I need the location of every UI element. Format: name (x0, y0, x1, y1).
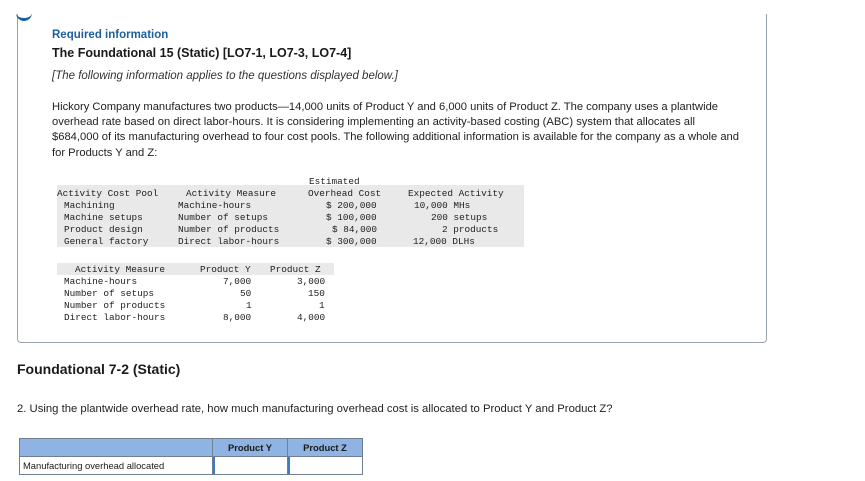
answer-table (19, 438, 363, 475)
table-row-measure: Number of setups (178, 212, 269, 223)
product-z-overhead-input[interactable] (288, 457, 362, 474)
pool-header: Activity Cost Pool (57, 188, 159, 199)
section-title: Foundational 7-2 (Static) (17, 361, 181, 377)
table-row-y: 8,000 (223, 312, 252, 323)
table-row-overhead: $ 84,000 (332, 224, 378, 235)
table-row-measure: Number of products (178, 224, 280, 235)
product-z-header: Product Z (270, 264, 321, 275)
table-row-z: 1 (319, 300, 325, 311)
table-row-measure: Direct labor-hours (64, 312, 166, 323)
answer-table-row (20, 457, 363, 475)
table-row-measure: Machine-hours (178, 200, 252, 211)
product-y-overhead-input[interactable] (213, 457, 287, 474)
table-row-pool: General factory (64, 236, 149, 247)
table-row-pool: Machine setups (64, 212, 143, 223)
answer-row-label: Manufacturing overhead allocated (20, 457, 213, 475)
table-row-z: 4,000 (297, 312, 326, 323)
card-corner-accent (16, 10, 32, 21)
table-row-overhead: $ 100,000 (326, 212, 377, 223)
overhead-header-line2: Overhead Cost (308, 188, 382, 199)
table-row-expected: 2 products (442, 224, 499, 235)
activity-measure-header: Activity Measure (75, 264, 166, 275)
table-row-y: 1 (246, 300, 252, 311)
table-row-y: 7,000 (223, 276, 252, 287)
table-row-z: 3,000 (297, 276, 326, 287)
problem-description: Hickory Company manufactures two products—14,000 units of Product Y and 6,000 units of Product Z. The company uses a plantwide overhead rate based on direct labor-hours. It is considering implementing an activity-based costing (ABC) system that allocates all $684,000 of its manufacturing overhead to four cost pools. The following additional information is available for the company as a whole and for Products Y and Z: (52, 101, 739, 159)
measure-header: Activity Measure (186, 188, 277, 199)
overhead-header-line1: Estimated (309, 176, 360, 187)
table-row-expected: 200 setups (431, 212, 488, 223)
table-row-expected: 10,000 MHs (414, 200, 471, 211)
table-row-measure: Machine-hours (64, 276, 138, 287)
table-row-pool: Product design (64, 224, 143, 235)
problem-title: The Foundational 15 (Static) [LO7-1, LO7-3, LO7-4] (52, 46, 352, 60)
table-row-z: 150 (308, 288, 325, 299)
product-y-header: Product Y (200, 264, 251, 275)
answer-header-product-y: Product Y (213, 439, 288, 457)
required-information-card (17, 14, 767, 343)
table-row-y: 50 (240, 288, 252, 299)
table-row-expected: 12,000 DLHs (413, 236, 475, 247)
table-row-pool: Machining (64, 200, 115, 211)
answer-table-header-row (20, 439, 363, 457)
required-information-label: Required information (52, 29, 169, 41)
expected-header: Expected Activity (408, 188, 504, 199)
answer-header-product-z: Product Z (288, 439, 363, 457)
table-row-measure: Direct labor-hours (178, 236, 280, 247)
answer-cell-product-z (288, 457, 363, 475)
table-row-overhead: $ 300,000 (326, 236, 377, 247)
table-row-overhead: $ 200,000 (326, 200, 377, 211)
answer-header-blank (20, 439, 213, 457)
table-row-measure: Number of products (64, 300, 166, 311)
table-row-measure: Number of setups (64, 288, 155, 299)
answer-cell-product-y (213, 457, 288, 475)
instruction-note: [The following information applies to the questions displayed below.] (52, 70, 398, 82)
question-text: 2. Using the plantwide overhead rate, how much manufacturing overhead cost is allocated to Product Y and Product Z? (17, 403, 613, 415)
